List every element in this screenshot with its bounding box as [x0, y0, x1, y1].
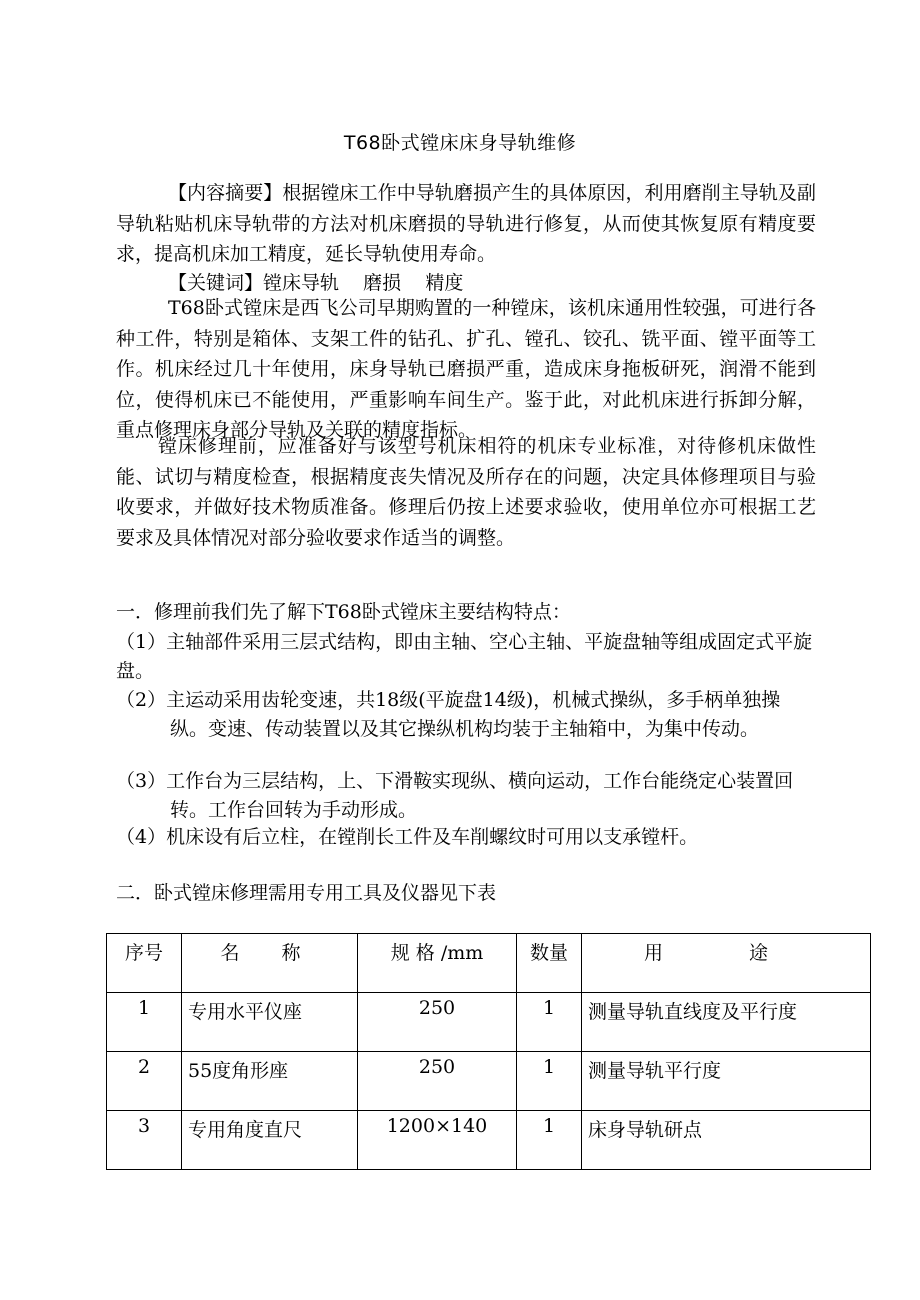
structure-item-2: （2）主运动采用齿轮变速，共18级(平旋盘14级)，机械式操纵，多手柄单独操纵。变速、传动装置以及其它操纵机构均装于主轴箱中，为集中传动。 — [116, 689, 781, 740]
cell-use: 床身导轨研点 — [582, 1111, 871, 1170]
cell-qty: 1 — [517, 1111, 582, 1170]
intro-paragraph-2: 镗床修理前，应准备好与该型号机床相符的机床专业标准，对待修机床做性能、试切与精度检查，根据精度丧失情况及所存在的问题，决定具体修理项目与验收要求，并做好技术物质准备。修理后仍按上述要求验收，使用单位亦可根据工艺要求及具体情况对部分验收要求作适当的调整。 — [116, 435, 816, 549]
header-qty: 数量 — [517, 934, 582, 993]
keywords-line: 【关键词】镗床导轨 磨损 精度 — [168, 272, 464, 294]
header-no: 序号 — [107, 934, 182, 993]
header-spec: 规 格 /mm — [358, 934, 517, 993]
cell-name: 专用水平仪座 — [182, 993, 358, 1052]
header-name: 名 称 — [182, 934, 358, 993]
cell-use: 测量导轨平行度 — [582, 1052, 871, 1111]
table-row — [107, 1111, 871, 1170]
cell-name: 55度角形座 — [182, 1052, 358, 1111]
document-title: T68卧式镗床床身导轨维修 — [343, 132, 577, 154]
abstract-paragraph: 【内容摘要】根据镗床工作中导轨磨损产生的具体原因，利用磨削主导轨及副导轨粘贴机床导轨带的方法对机床磨损的导轨进行修复，从而使其恢复原有精度要求，提高机床加工精度，延长导轨使用寿命。 — [116, 182, 816, 265]
header-use: 用 途 — [582, 934, 871, 993]
section-2-heading: 二．卧式镗床修理需用专用工具及仪器见下表 — [116, 882, 497, 904]
cell-qty: 1 — [517, 993, 582, 1052]
cell-spec: 250 — [358, 993, 517, 1052]
table-row — [107, 993, 871, 1052]
cell-qty: 1 — [517, 1052, 582, 1111]
structure-item-4: （4）机床设有后立柱，在镗削长工件及车削螺纹时可用以支承镗杆。 — [116, 826, 699, 848]
structure-item-1: （1）主轴部件采用三层式结构，即由主轴、空心主轴、平旋盘轴等组成固定式平旋盘。 — [116, 631, 813, 682]
cell-no: 1 — [107, 993, 182, 1052]
cell-no: 3 — [107, 1111, 182, 1170]
cell-use: 测量导轨直线度及平行度 — [582, 993, 871, 1052]
section-1-heading: 一．修理前我们先了解下T68卧式镗床主要结构特点： — [116, 601, 571, 623]
cell-spec: 250 — [358, 1052, 517, 1111]
intro-paragraph-1: T68卧式镗床是西飞公司早期购置的一种镗床，该机床通用性较强，可进行各种工件，特别是箱体、支架工件的钻孔、扩孔、镗孔、铰孔、铣平面、镗平面等工作。机床经过几十年使用，床身导轨已磨损严重，造成床身拖板研死，润滑不能到位，使得机床已不能使用，严重影响车间生产。鉴于此，对此机床进行拆卸分解，重点修理床身部分导轨及关联的精度指标。 — [116, 297, 816, 441]
cell-no: 2 — [107, 1052, 182, 1111]
table-header-row — [107, 934, 871, 993]
table-row — [107, 1052, 871, 1111]
tools-table — [106, 933, 871, 1170]
cell-name: 专用角度直尺 — [182, 1111, 358, 1170]
cell-spec: 1200×140 — [358, 1111, 517, 1170]
structure-item-3: （3）工作台为三层结构，上、下滑鞍实现纵、横向运动，工作台能绕定心装置回转。工作台回转为手动形成。 — [116, 770, 794, 821]
